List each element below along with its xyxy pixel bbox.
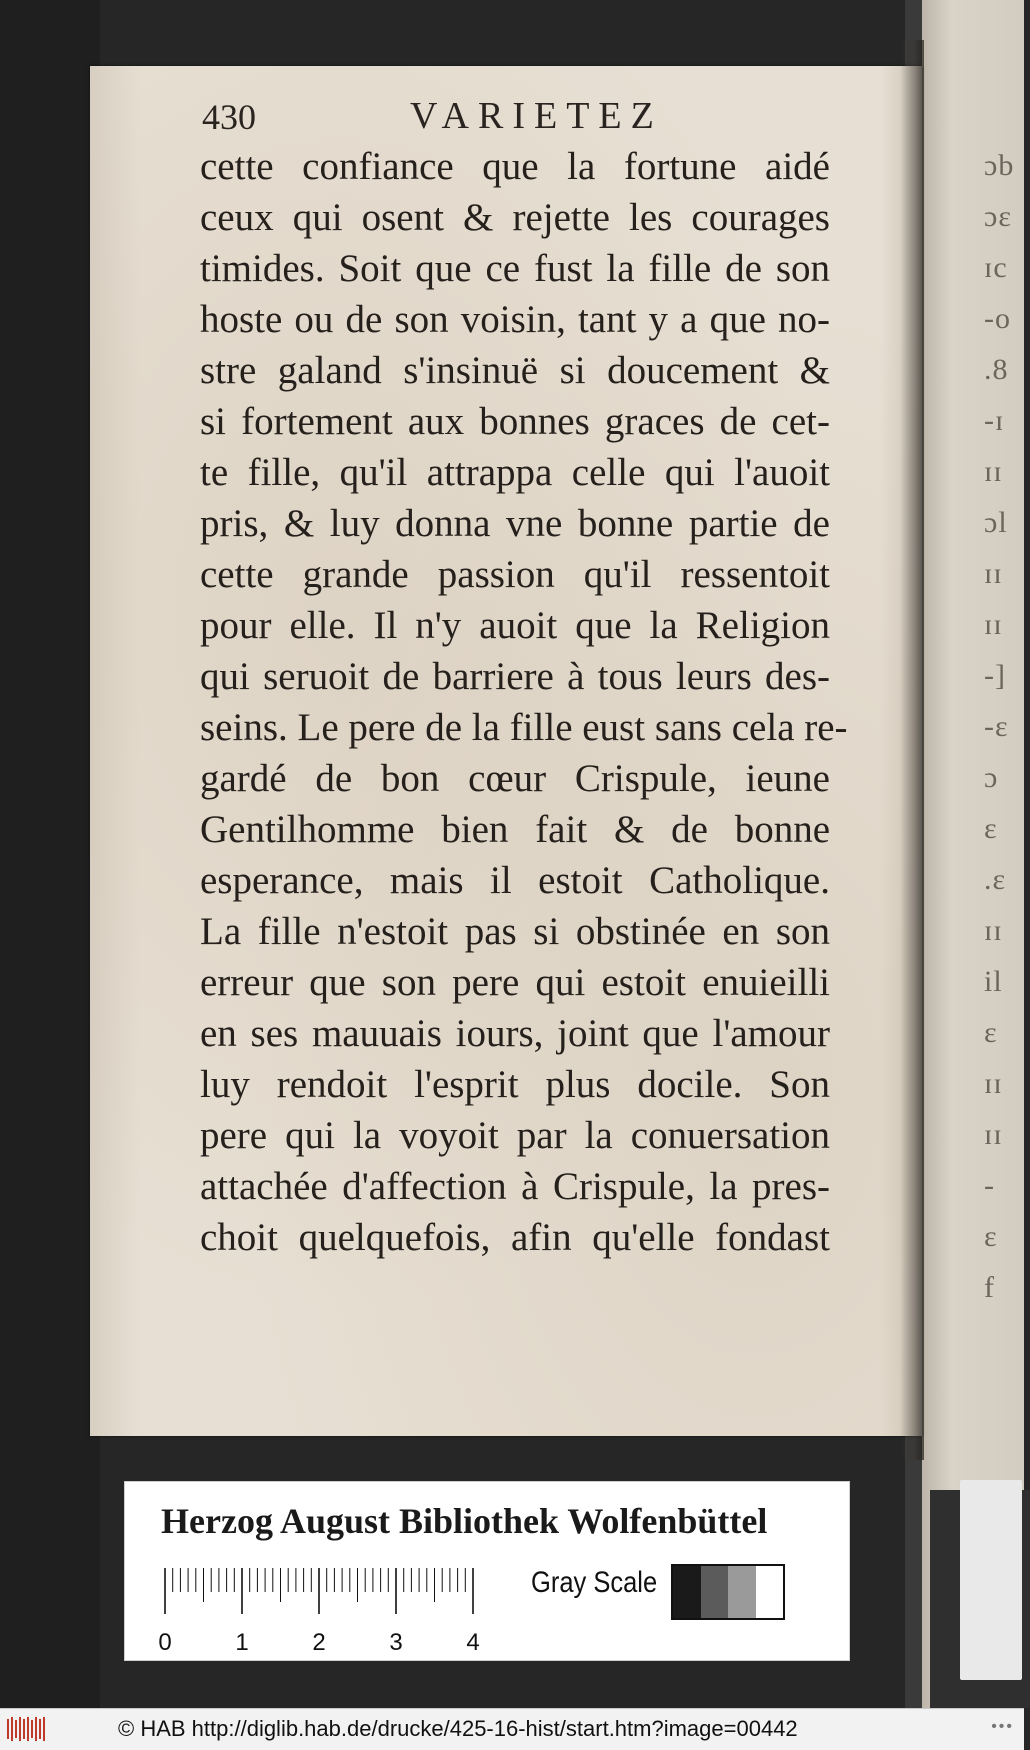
facing-page-text: ɔb ɔɛ ɪc -o .8 -ɪ ɪɪ ɔl ɪɪ ɪɪ -] -ɛ ɔ ɛ .ɛ ɪɪ il ɛ ɪɪ ɪɪ - ɛ f <box>984 149 1015 1304</box>
ruler-number: 3 <box>389 1629 403 1656</box>
text-line: gardé de bon cœur Crispule, ieune <box>200 757 830 800</box>
text-line: La fille n'estoit pas si obstinée en son <box>200 910 830 953</box>
running-title: VARIETEZ <box>410 95 663 137</box>
text-line: seins. Le pere de la fille eust sans cela re- <box>200 706 848 749</box>
facing-page-edge <box>922 0 1024 1708</box>
spine-shadow <box>900 40 924 1460</box>
gray-scale-swatch <box>671 1564 785 1620</box>
text-line: pris, & luy donna vne bonne partie de <box>200 502 830 545</box>
text-line: esperance, mais il estoit Catholique. <box>200 859 830 902</box>
page-body-text <box>200 141 848 1263</box>
gray-swatch-cell <box>701 1566 729 1618</box>
text-line: cette grande passion qu'il ressentoit <box>200 553 830 596</box>
text-line: choit quelquefois, afin qu'elle fondast <box>200 1216 830 1259</box>
text-line: hoste ou de son voisin, tant y a que no- <box>200 298 830 341</box>
text-line: stre galand s'insinuë si doucement & <box>200 349 830 392</box>
hab-logo-icon <box>6 1716 46 1742</box>
text-line: luy rendoit l'esprit plus docile. Son <box>200 1063 830 1106</box>
text-line: timides. Soit que ce fust la fille de son <box>200 247 830 290</box>
text-line: cette confiance que la fortune aidé <box>200 145 830 188</box>
ruler-number: 1 <box>235 1629 249 1656</box>
text-line: ceux qui osent & rejette les courages <box>200 196 830 239</box>
text-line: Gentilhomme bien fait & de bonne <box>200 808 830 851</box>
ruler-number: 2 <box>312 1629 326 1656</box>
institution-name: Herzog August Bibliothek Wolfenbüttel <box>161 1501 768 1541</box>
gray-swatch-cell <box>728 1566 756 1618</box>
text-line: pere qui la voyoit par la conuersation <box>200 1114 830 1157</box>
viewer-footer <box>0 1708 1024 1750</box>
scan-background-left <box>0 0 100 1708</box>
ruler-number: 0 <box>158 1629 172 1656</box>
color-reference-card <box>124 1481 850 1661</box>
text-line: en ses mauuais iours, joint que l'amour <box>200 1012 830 1055</box>
text-line: si fortement aux bonnes graces de cet- <box>200 400 830 443</box>
copyright-url[interactable]: © HAB http://diglib.hab.de/drucke/425-16-hist/start.htm?image=00442 <box>118 1716 798 1741</box>
text-line: attachée d'affection à Crispule, la pres- <box>200 1165 830 1208</box>
text-line: pour elle. Il n'y auoit que la Religion <box>200 604 830 647</box>
gray-swatch-cell <box>756 1566 784 1618</box>
gray-swatch-cell <box>673 1566 701 1618</box>
ruler-number: 4 <box>466 1629 480 1656</box>
facing-page-card-edge <box>960 1480 1022 1680</box>
more-menu-icon[interactable]: ••• <box>991 1718 1014 1735</box>
page-number: 430 <box>202 97 256 137</box>
text-line: erreur que son pere qui estoit enuieilli <box>200 961 830 1004</box>
gray-scale-label: Gray Scale <box>531 1566 658 1599</box>
text-line: te fille, qu'il attrappa celle qui l'auoit <box>200 451 830 494</box>
running-head <box>200 92 760 140</box>
text-line: qui seruoit de barriere à tous leurs des- <box>200 655 830 698</box>
